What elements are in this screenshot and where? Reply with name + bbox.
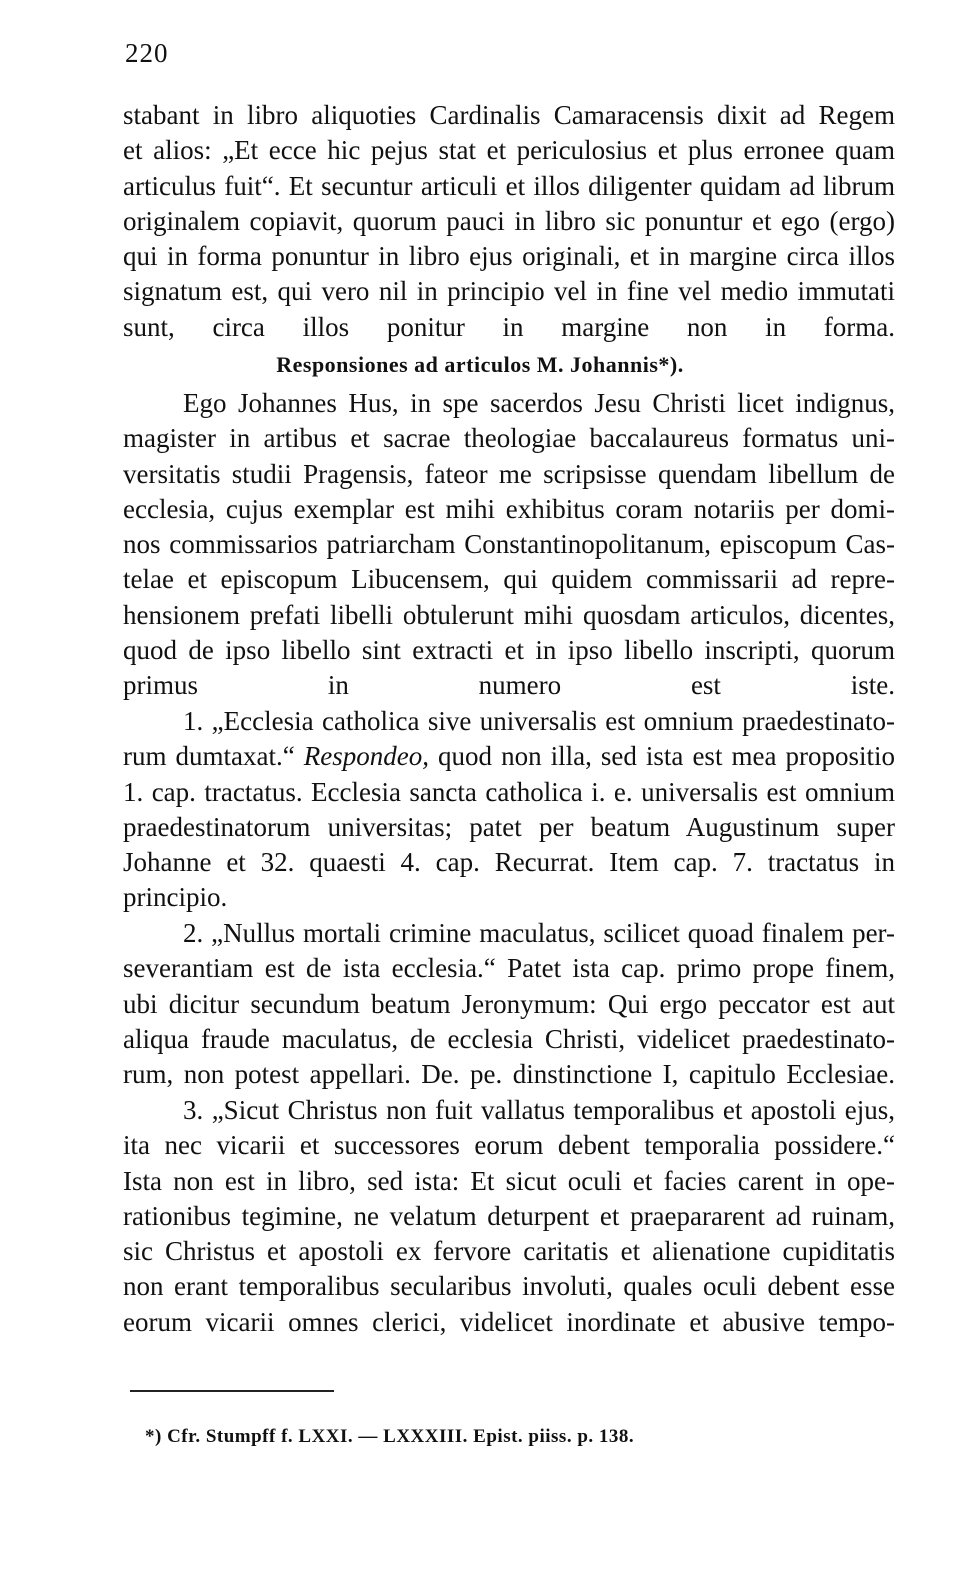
text-line: magister in artibus et sacrae theologiae baccalaureus formatus uni- — [123, 423, 895, 454]
text-line: et alios: „Et ecce hic pejus stat et periculosius et plus erronee quam — [123, 135, 895, 166]
text-line: severantiam est de ista ecclesia.“ Patet ista cap. primo prope finem, — [123, 953, 895, 984]
text-segment: quod non illa, sed ista est mea propositio — [429, 741, 895, 772]
text-line: signatum est, qui vero nil in principio vel in fine vel medio immutati — [123, 276, 895, 307]
text-line: non erant temporalibus secularibus involuti, quales oculi debent esse — [123, 1271, 895, 1302]
text-line: nos commissarios patriarcham Constantinopolitanum, episcopum Cas- — [123, 529, 895, 560]
text-line: ecclesia, cujus exemplar est mihi exhibitus coram notariis per domi- — [123, 493, 895, 524]
text-line: rationibus tegimine, ne velatum deturpent et praepararent ad ruinam, — [123, 1200, 895, 1231]
text-line: hensionem prefati libelli obtulerunt mihi quosdam articulos, dicentes, — [123, 599, 895, 630]
article-1 — [123, 704, 895, 916]
text-line: primus in numero est iste. — [123, 670, 895, 701]
italic-respondeo: Respondeo, — [303, 741, 429, 772]
text-line: Ista non est in libro, sed ista: Et sicut oculi et facies carent in ope- — [123, 1165, 895, 1196]
text-line: qui in forma ponuntur in libro ejus originali, et in margine circa illos — [123, 241, 895, 272]
text-line: sunt, circa illos ponitur in margine non in forma. — [123, 311, 895, 342]
text-line: originalem copiavit, quorum pauci in libro sic ponuntur et ego (ergo) — [123, 205, 895, 236]
text-line: 3. „Sicut Christus non fuit vallatus temporalibus et apostoli ejus, — [183, 1095, 895, 1125]
text-line-mixed — [123, 739, 895, 774]
text-line: 1. „Ecclesia catholica sive universalis est omnium praedestinato- — [183, 706, 895, 736]
text-line: articulus fuit“. Et secuntur articuli et illos diligenter quidam ad librum — [123, 170, 895, 201]
text-line: telae et episcopum Libucensem, qui quidem commissarii ad repre- — [123, 564, 895, 595]
text-line: versitatis studii Pragensis, fateor me scripsisse quendam libellum de — [123, 458, 895, 489]
section-heading: Responsiones ad articulos M. Johannis*). — [276, 352, 684, 377]
article-3 — [123, 1093, 895, 1340]
text-line: stabant in libro aliquoties Cardinalis Camaracensis dixit ad Regem — [123, 100, 895, 130]
paragraph-intro — [123, 98, 895, 345]
text-line: eorum vicarii omnes clerici, videlicet inordinate et abusive tempo- — [123, 1306, 895, 1337]
text-line: quod de ipso libello sint extracti et in ipso libello inscripti, quorum — [123, 635, 895, 666]
text-line: rum, non potest appellari. De. pe. dinstinctione I, capitulo Ecclesiae. — [123, 1059, 895, 1090]
text-segment: rum dumtaxat.“ — [123, 741, 304, 772]
text-line: 2. „Nullus mortali crimine maculatus, scilicet quoad finalem per- — [183, 918, 895, 948]
text-line: principio. — [123, 882, 228, 913]
footnote-divider — [130, 1390, 334, 1392]
footnote: *) Cfr. Stumpff f. LXXI. — LXXXIII. Epist. piiss. p. 138. — [145, 1426, 635, 1447]
page-number: 220 — [125, 38, 169, 68]
text-line: Ego Johannes Hus, in spe sacerdos Jesu Christi licet indignus, — [183, 388, 895, 418]
text-line: 1. cap. tractatus. Ecclesia sancta catholica i. e. universalis est omnium — [123, 776, 895, 807]
paragraph-declaration — [123, 386, 895, 704]
text-line: Johanne et 32. quaesti 4. cap. Recurrat. Item cap. 7. tractatus in — [123, 847, 895, 878]
text-line: praedestinatorum universitas; patet per beatum Augustinum super — [123, 811, 895, 842]
text-line: aliqua fraude maculatus, de ecclesia Christi, videlicet praedestinato- — [123, 1023, 895, 1054]
text-line: sic Christus et apostoli ex fervore caritatis et alienatione cupiditatis — [123, 1236, 895, 1267]
text-line: ita nec vicarii et successores eorum debent temporalia possidere.“ — [123, 1130, 895, 1161]
article-2 — [123, 916, 895, 1092]
text-line: ubi dicitur secundum beatum Jeronymum: Qui ergo peccator est aut — [123, 988, 895, 1019]
